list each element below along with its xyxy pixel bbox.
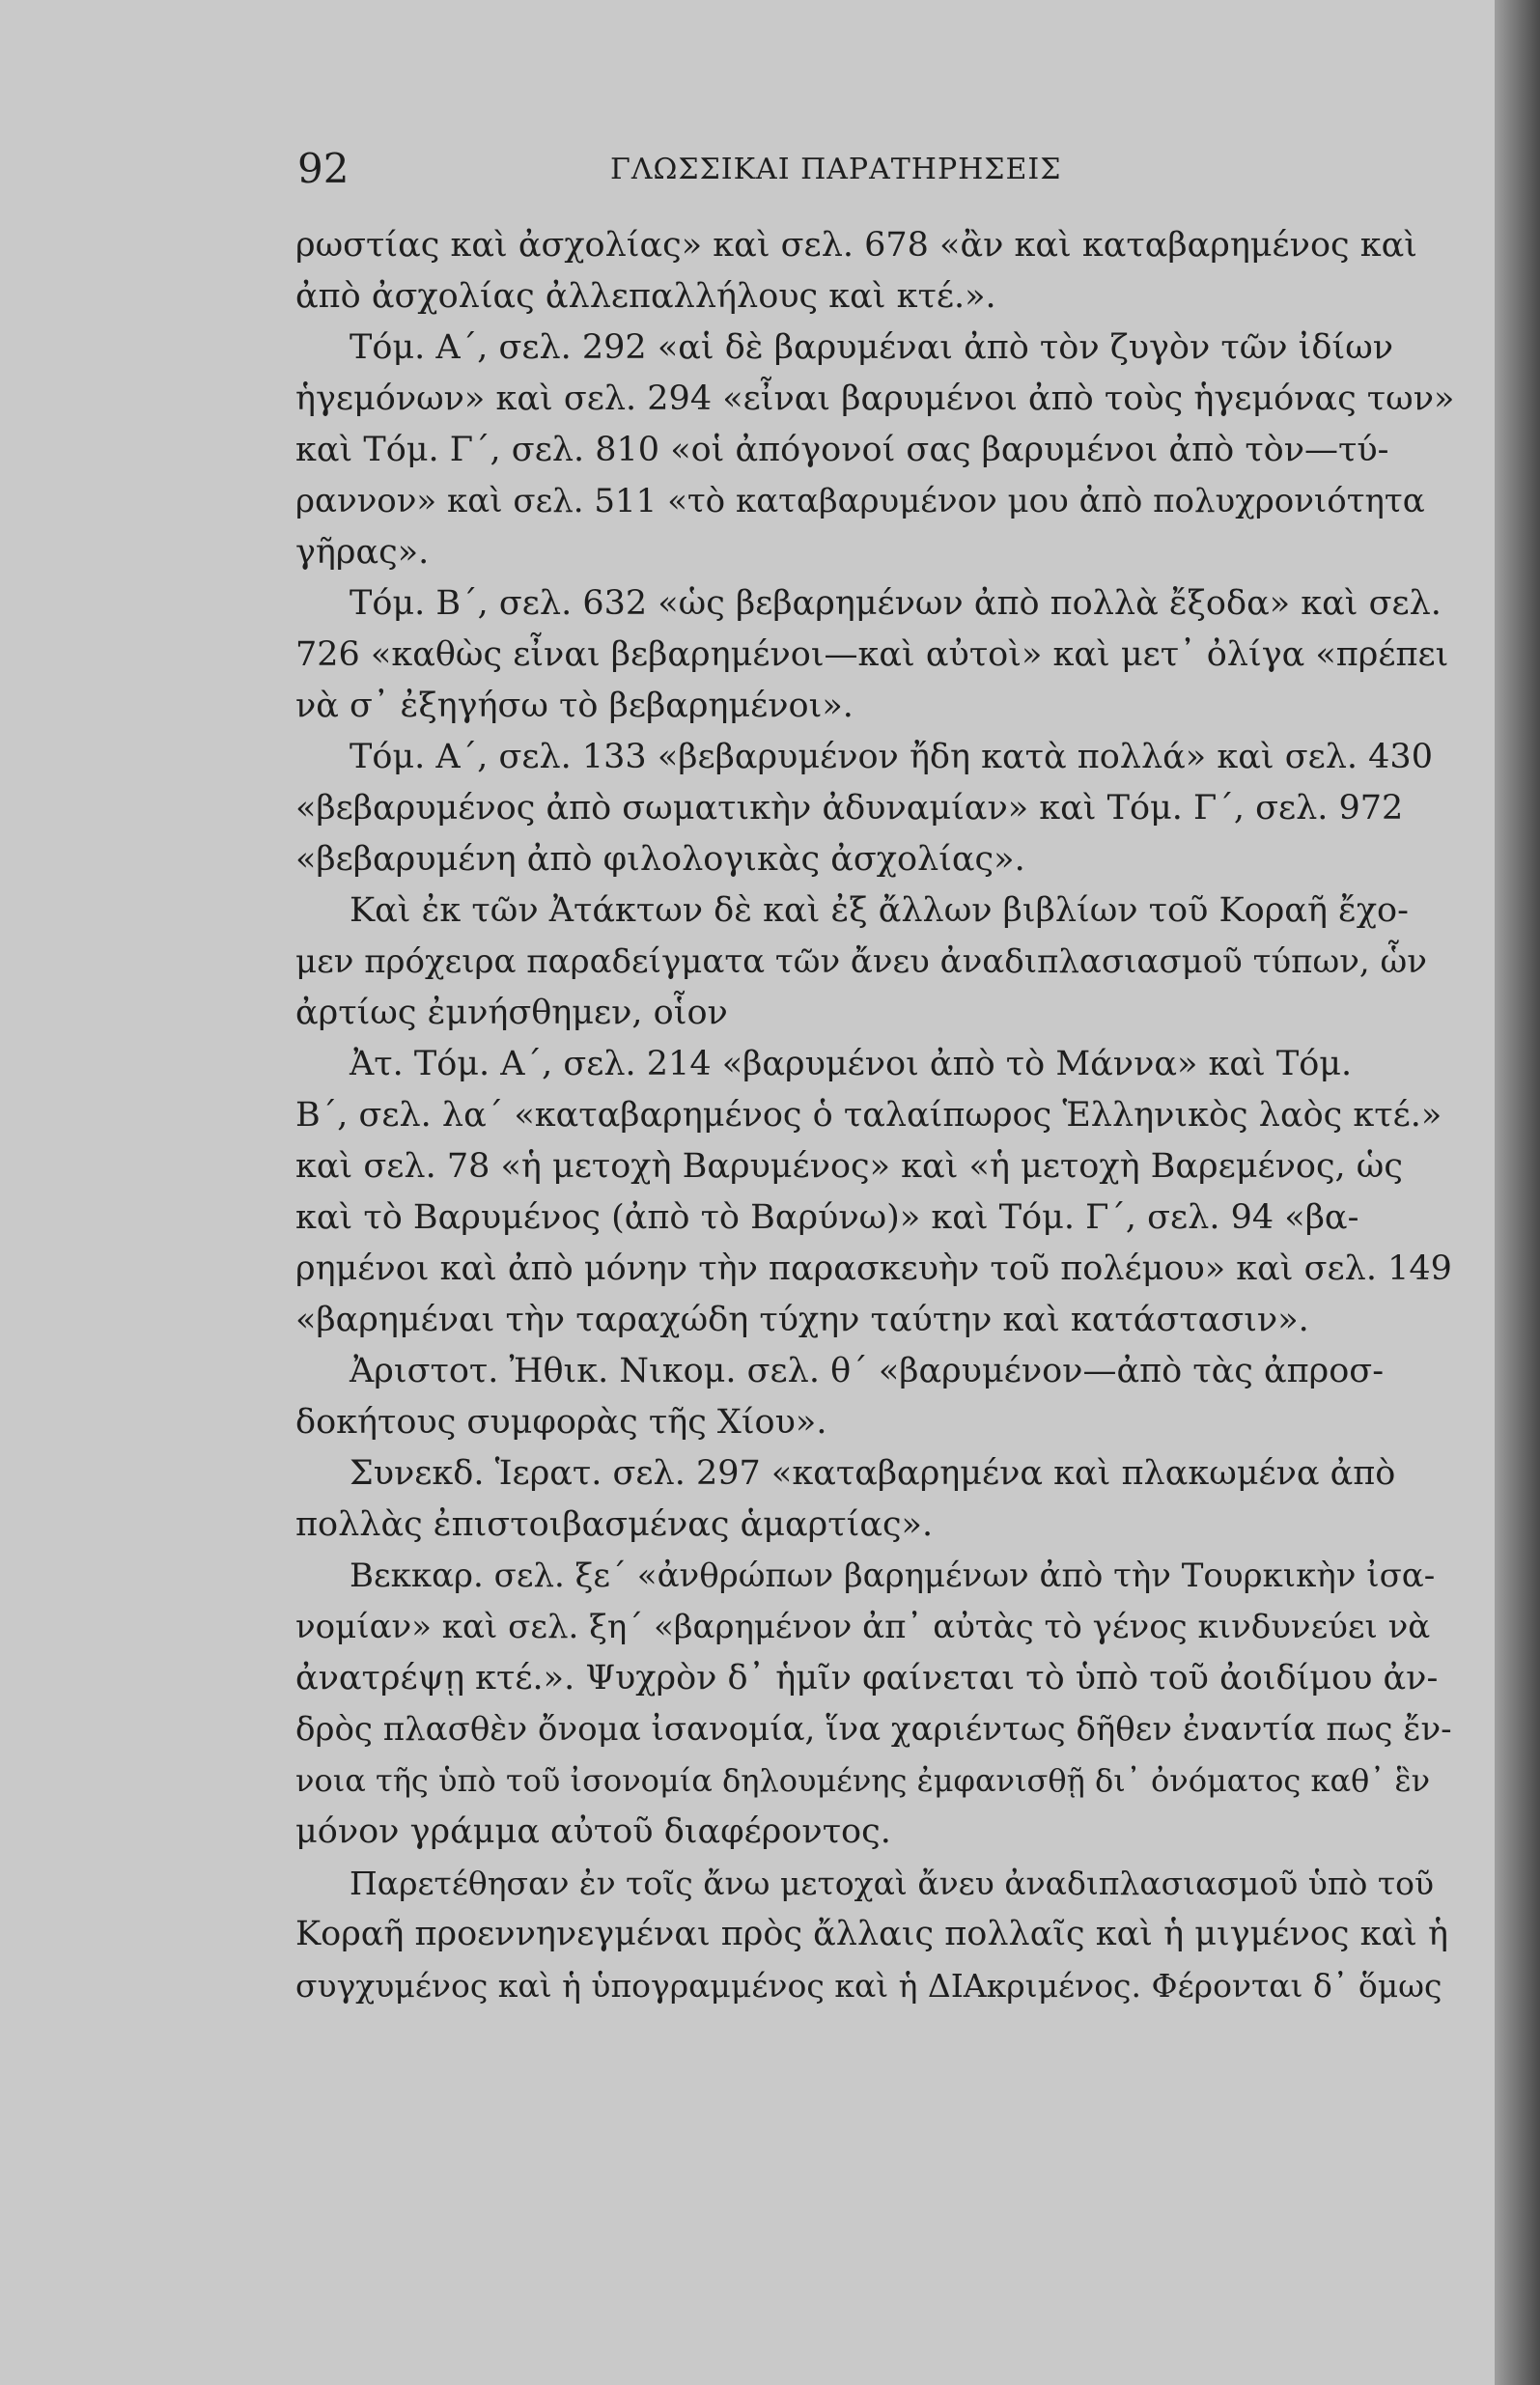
body-text [295, 220, 1454, 2011]
text-line: «βαρημέναι τὴν ταραχώδη τύχην ταύτην καὶ κατάστασιν». [295, 1301, 1309, 1339]
text-line: ἀνατρέψῃ κτέ.». Ψυχρὸν δ᾽ ἡμῖν φαίνεται τὸ ὑπὸ τοῦ ἀοιδίμου ἀν- [295, 1659, 1439, 1698]
text-line: δοκήτους συμφορὰς τῆς Χίου». [295, 1403, 827, 1442]
text-line: ἀρτίως ἐμνήσθημεν, οἷον [295, 994, 728, 1032]
text-line: καὶ Τόμ. Γ΄, σελ. 810 «οἱ ἀπόγονοί σας βαρυμένοι ἀπὸ τὸν—τύ- [295, 431, 1389, 469]
text-line: Β΄, σελ. λα΄ «καταβαρημένος ὁ ταλαίπωρος Ἑλληνικὸς λαὸς κτέ.» [295, 1096, 1442, 1135]
text-line: δρὸς πλασθὲν ὄνομα ἰσανομία, ἵνα χαριέντως δῆθεν ἐναντία πως ἔν- [295, 1710, 1452, 1749]
text-line: Βεκκαρ. σελ. ξε΄ «ἀνθρώπων βαρημένων ἀπὸ τὴν Τουρκικὴν ἰσα- [350, 1557, 1436, 1595]
text-line: ἡγεμόνων» καὶ σελ. 294 «εἶναι βαρυμένοι ἀπὸ τοὺς ἡγεμόνας των» [295, 379, 1455, 418]
running-title: ΓΛΩΣΣΙΚΑΙ ΠΑΡΑΤΗΡΗΣΕΙΣ [610, 153, 1062, 186]
text-line: «βεβαρυμένη ἀπὸ φιλολογικὰς ἀσχολίας». [295, 840, 1025, 879]
text-line: Ἀριστοτ. Ἠθικ. Νικομ. σελ. θ΄ «βαρυμένον—ἀπὸ τὰς ἀπροσ- [350, 1352, 1385, 1390]
text-line: γῆρας». [295, 533, 430, 572]
text-line: ρωστίας καὶ ἀσχολίας» καὶ σελ. 678 «ἂν καὶ καταβαρημένος καὶ [295, 226, 1417, 265]
text-line: Τόμ. Β΄, σελ. 632 «ὡς βεβαρημένων ἀπὸ πολλὰ ἔξοδα» καὶ σελ. [350, 584, 1442, 623]
text-line: συγχυμένος καὶ ἡ ὑπογραμμένος καὶ ἡ ΔΙΑκριμένος. Φέρονται δ᾽ ὅμως [295, 1967, 1442, 2005]
text-line: καὶ σελ. 78 «ἡ μετοχὴ Βαρυμένος» καὶ «ἡ μετοχὴ Βαρεμένος, ὡς [295, 1147, 1403, 1186]
text-line: Καὶ ἐκ τῶν Ἀτάκτων δὲ καὶ ἐξ ἄλλων βιβλίων τοῦ Κοραῆ ἔχο- [350, 891, 1409, 930]
text-line: Συνεκδ. Ἱερατ. σελ. 297 «καταβαρημένα καὶ πλακωμένα ἀπὸ [350, 1454, 1396, 1493]
text-line: Κοραῆ προεννηνεγμέναι πρὸς ἄλλαις πολλαῖς καὶ ἡ μιγμένος καὶ ἡ [295, 1915, 1448, 1953]
text-line: νομίαν» καὶ σελ. ξη΄ «βαρημένον ἀπ᾽ αὐτὰς τὸ γένος κινδυνεύει νὰ [295, 1608, 1431, 1646]
text-line: 726 «καθὼς εἶναι βεβαρημένοι—καὶ αὐτοὶ» καὶ μετ᾽ ὀλίγα «πρέπει [295, 635, 1449, 674]
text-line: Τόμ. Α΄, σελ. 292 «αἱ δὲ βαρυμέναι ἀπὸ τὸν ζυγὸν τῶν ἰδίων [350, 328, 1394, 367]
text-line: μεν πρόχειρα παραδείγματα τῶν ἄνευ ἀναδιπλασιασμοῦ τύπων, ὧν [295, 942, 1427, 981]
page-header [0, 145, 1495, 212]
text-line: μόνον γράμμα αὐτοῦ διαφέροντος. [295, 1812, 891, 1851]
text-line: Τόμ. Α΄, σελ. 133 «βεβαρυμένον ἤδη κατὰ πολλά» καὶ σελ. 430 [350, 738, 1433, 776]
text-line: ἀπὸ ἀσχολίας ἀλλεπαλλήλους καὶ κτέ.». [295, 277, 996, 316]
text-line: νοια τῆς ὑπὸ τοῦ ἰσονομία δηλουμένης ἐμφανισθῇ δι᾽ ὀνόματος καθ᾽ ἓν [295, 1762, 1431, 1799]
text-line: νὰ σ᾽ ἐξηγήσω τὸ βεβαρημένοι». [295, 687, 854, 725]
text-line: Ἀτ. Τόμ. Α΄, σελ. 214 «βαρυμένοι ἀπὸ τὸ Μάννα» καὶ Τόμ. [350, 1045, 1353, 1083]
text-line: πολλὰς ἐπιστοιβασμένας ἁμαρτίας». [295, 1505, 934, 1544]
text-line: ραννον» καὶ σελ. 511 «τὸ καταβαρυμένον μου ἀπὸ πολυχρονιότητα [295, 482, 1425, 520]
text-line: «βεβαρυμένος ἀπὸ σωματικὴν ἀδυναμίαν» καὶ Τόμ. Γ΄, σελ. 972 [295, 789, 1404, 828]
text-line: καὶ τὸ Βαρυμένος (ἀπὸ τὸ Βαρύνω)» καὶ Τόμ. Γ΄, σελ. 94 «βα- [295, 1198, 1359, 1237]
page-number: 92 [297, 145, 350, 192]
text-line: ρημένοι καὶ ἀπὸ μόνην τὴν παρασκευὴν τοῦ πολέμου» καὶ σελ. 149 [295, 1249, 1452, 1288]
page-edge-shadow [1495, 0, 1540, 2385]
text-line: Παρετέθησαν ἐν τοῖς ἄνω μετοχαὶ ἄνευ ἀναδιπλασιασμοῦ ὑπὸ τοῦ [350, 1865, 1435, 1902]
